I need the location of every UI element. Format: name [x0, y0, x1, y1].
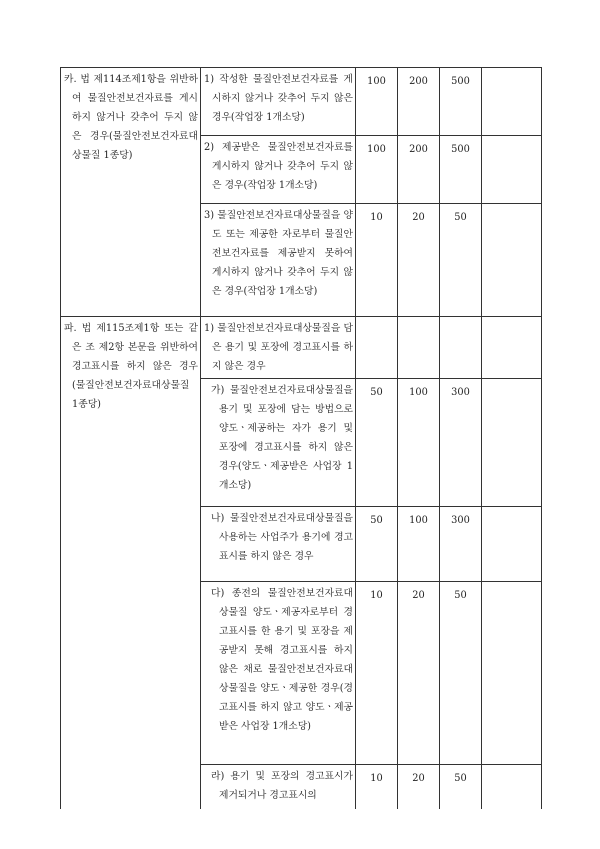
item-text: 다) 종전의 물질안전보건자료대상물질 양도ㆍ제공자로부터 경고표시를 한 용기 및 포장을 제공받지 못해 경고표시를 하지 않은 채로 물질안전보건자료대상물질을 양도ㆍ제공한 경우(경고표시를 하지 않고 양도ㆍ제공받은 사업장 1개소당) — [211, 588, 353, 732]
item-cell — [201, 136, 356, 204]
table-row — [61, 317, 542, 379]
first-penalty: 100 — [356, 136, 398, 204]
remark-cell — [482, 136, 542, 204]
first-penalty: 50 — [356, 379, 398, 507]
remark-cell — [482, 317, 542, 379]
second-penalty: 20 — [398, 204, 440, 317]
second-penalty: 200 — [398, 68, 440, 136]
third-penalty — [440, 317, 482, 379]
third-penalty: 300 — [440, 379, 482, 507]
item-cell — [201, 765, 356, 809]
first-penalty — [356, 317, 398, 379]
third-penalty: 50 — [440, 765, 482, 809]
second-penalty: 20 — [398, 765, 440, 809]
remark-cell — [482, 204, 542, 317]
item-cell — [201, 379, 356, 507]
third-penalty: 50 — [440, 204, 482, 317]
item-text: 라) 용기 및 포장의 경고표시가 제거되거나 경고표시의 — [211, 771, 353, 801]
first-penalty: 100 — [356, 68, 398, 136]
second-penalty: 100 — [398, 379, 440, 507]
third-penalty: 50 — [440, 582, 482, 765]
violation-cell — [61, 317, 201, 809]
first-penalty: 50 — [356, 507, 398, 582]
item-cell — [201, 507, 356, 582]
item-cell — [201, 582, 356, 765]
table-row — [61, 68, 542, 136]
third-penalty: 500 — [440, 136, 482, 204]
violation-text: 카. 법 제114조제1항을 위반하여 물질안전보건자료를 게시하지 않거나 갖추어 두지 않은 경우(물질안전보건자료대상물질 1종당) — [64, 74, 198, 161]
item-cell — [201, 204, 356, 317]
item-text: 가) 물질안전보건자료대상물질을 용기 및 포장에 담는 방법으로 양도ㆍ제공하는 자가 용기 및 포장에 경고표시를 하지 않은 경우(양도ㆍ제공받은 사업장 1개소당) — [211, 385, 353, 491]
item-cell — [201, 68, 356, 136]
third-penalty: 300 — [440, 507, 482, 582]
second-penalty: 20 — [398, 582, 440, 765]
item-text: 1) 작성한 물질안전보건자료를 게시하지 않거나 갖추어 두지 않은 경우(작업장 1개소당) — [204, 74, 353, 123]
first-penalty: 10 — [356, 582, 398, 765]
first-penalty: 10 — [356, 765, 398, 809]
violation-cell — [61, 68, 201, 317]
remark-cell — [482, 68, 542, 136]
penalty-table — [60, 67, 542, 809]
violation-text: 파. 법 제115조제1항 또는 같은 조 제2항 본문을 위반하여 경고표시를 하지 않은 경우(물질안전보건자료대상물질 1종당) — [64, 323, 198, 410]
item-text: 3) 물질안전보건자료대상물질을 양도 또는 제공한 자로부터 물질안전보건자료를 제공받지 못하여 게시하지 않거나 갖추어 두지 않은 경우(작업장 1개소당) — [204, 210, 353, 297]
remark-cell — [482, 765, 542, 809]
remark-cell — [482, 507, 542, 582]
second-penalty: 200 — [398, 136, 440, 204]
second-penalty: 100 — [398, 507, 440, 582]
remark-cell — [482, 379, 542, 507]
remark-cell — [482, 582, 542, 765]
third-penalty: 500 — [440, 68, 482, 136]
second-penalty — [398, 317, 440, 379]
item-cell — [201, 317, 356, 379]
item-text: 2) 제공받은 물질안전보건자료를 게시하지 않거나 갖추어 두지 않은 경우(작업장 1개소당) — [204, 142, 353, 191]
first-penalty: 10 — [356, 204, 398, 317]
item-text: 1) 물질안전보건자료대상물질을 담은 용기 및 포장에 경고표시를 하지 않은 경우 — [204, 323, 353, 372]
item-text: 나) 물질안전보건자료대상물질을 사용하는 사업주가 용기에 경고표시를 하지 않은 경우 — [211, 513, 353, 562]
